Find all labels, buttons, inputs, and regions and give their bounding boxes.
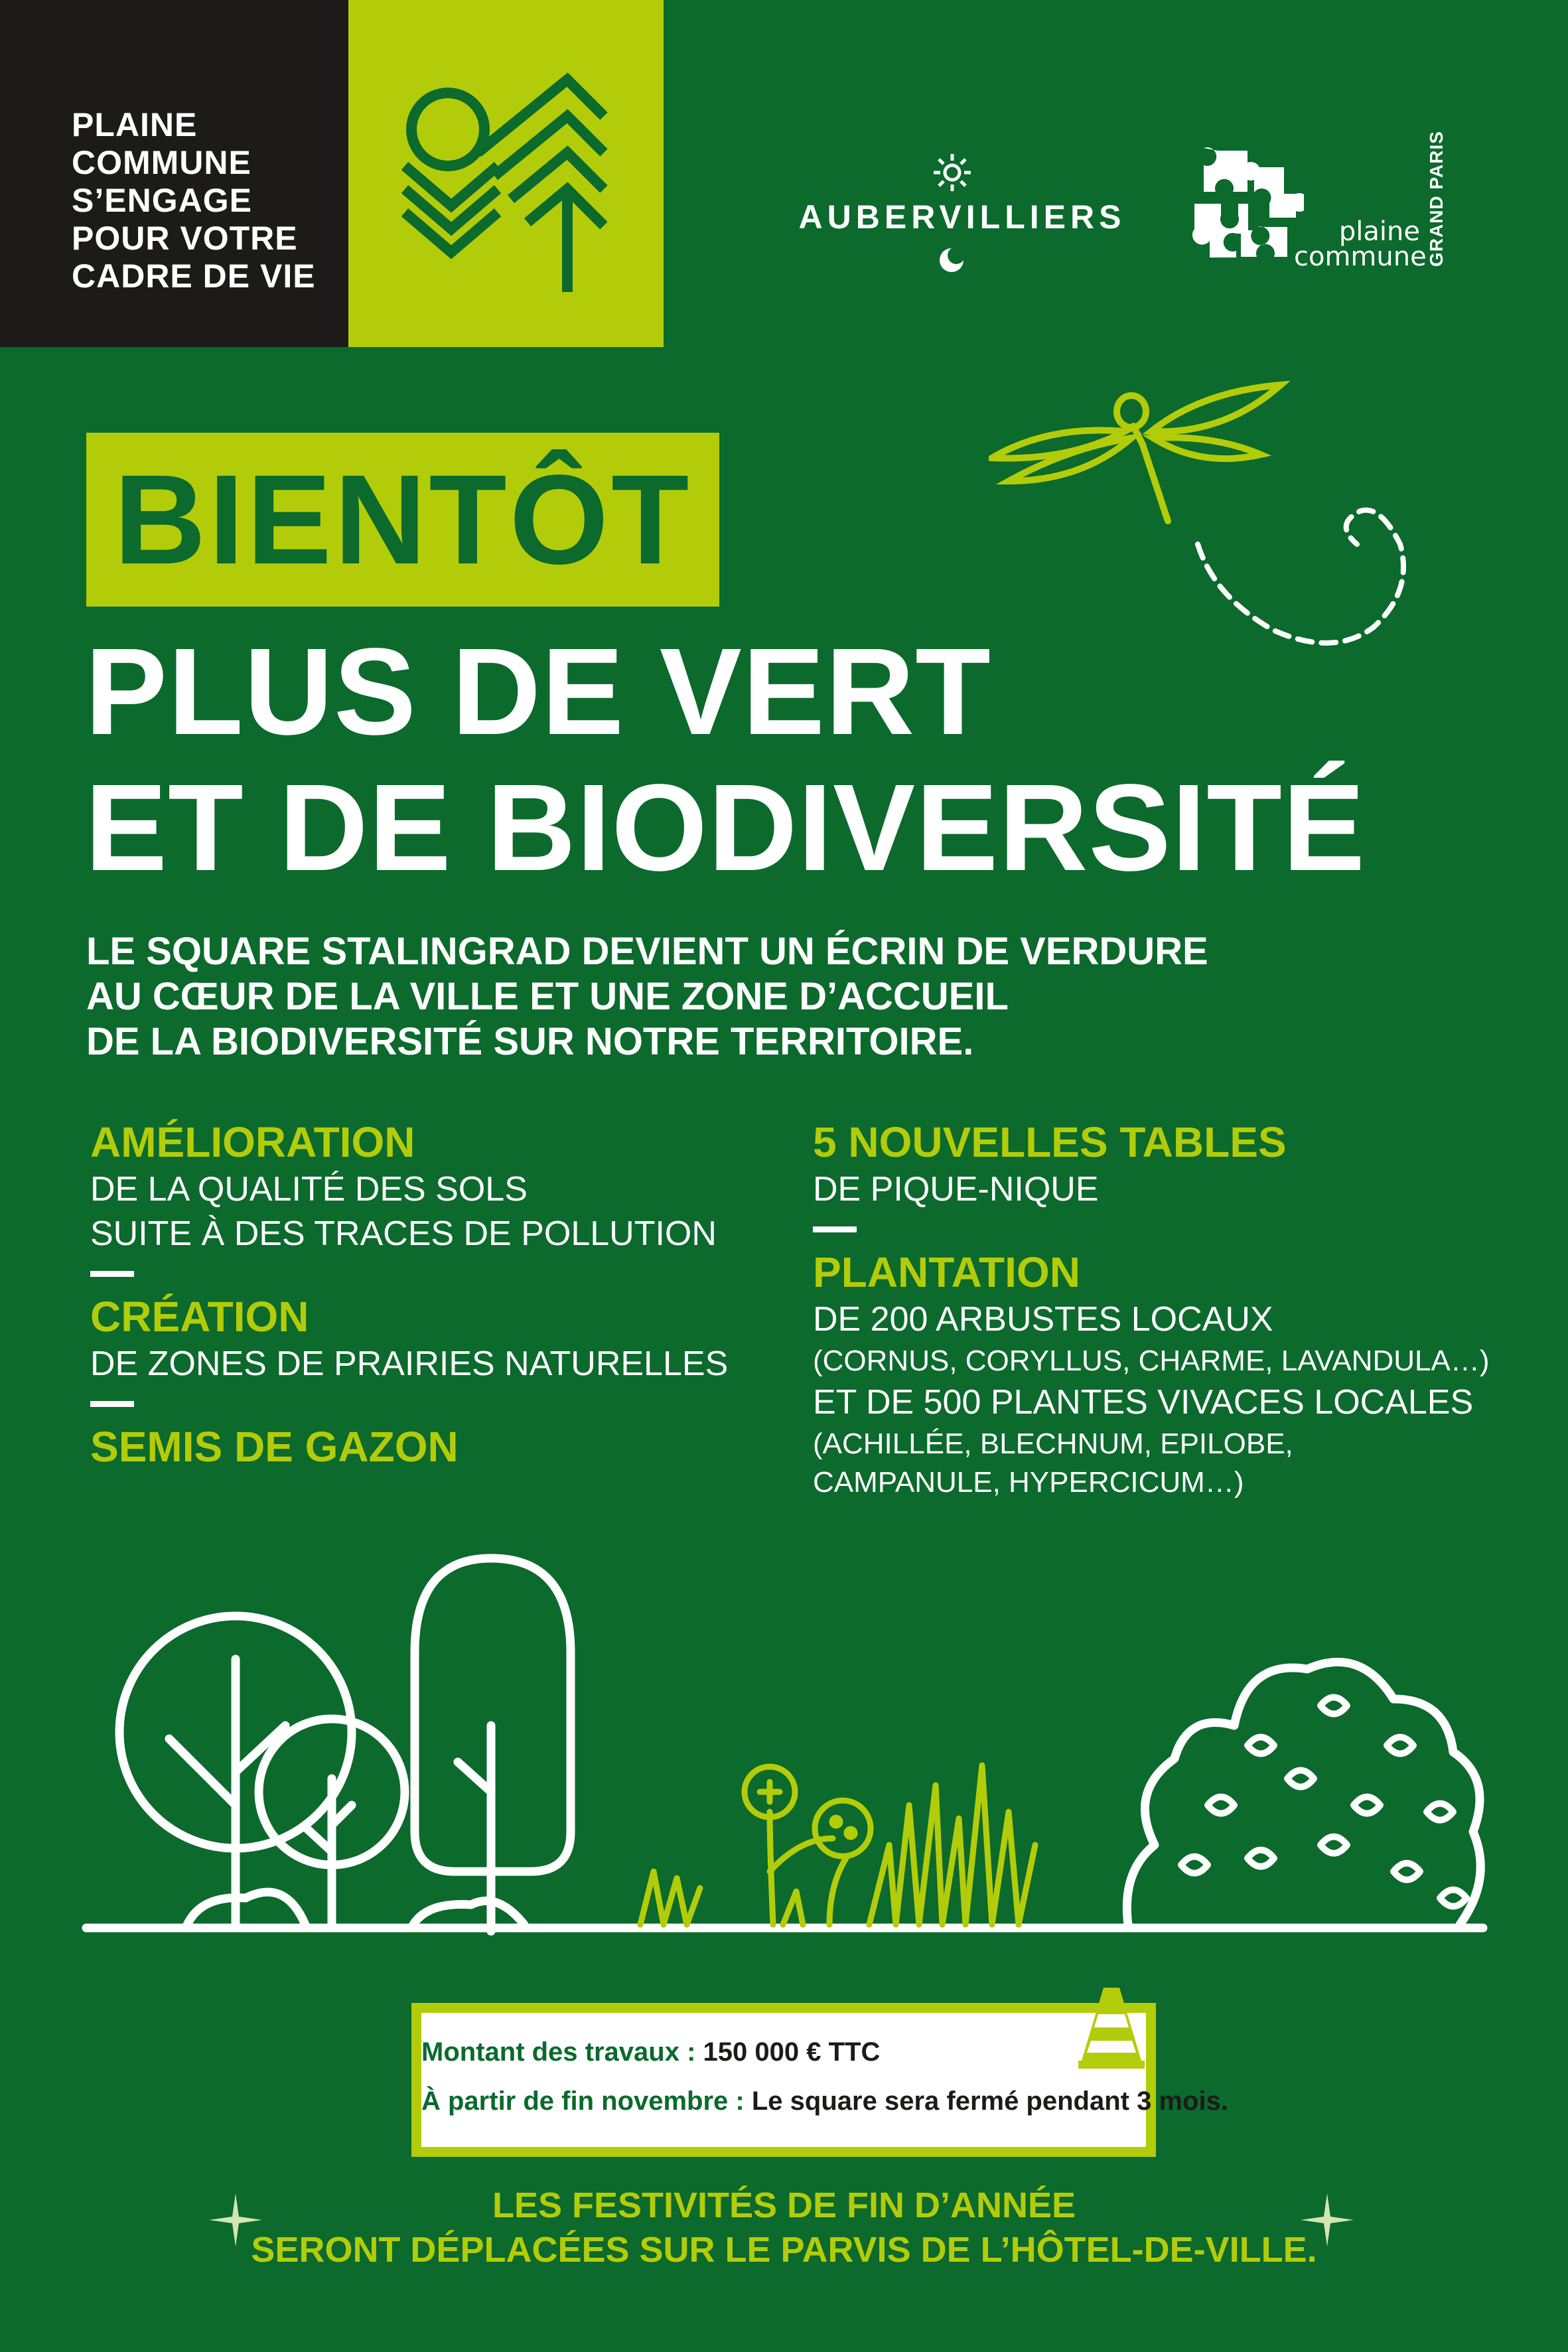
section-text: ET DE 500 PLANTES VIVACES LOCALES xyxy=(813,1383,1474,1422)
section-detail: CAMPANULE, HYPERCICUM…) xyxy=(813,1466,1244,1499)
section-text: DE PIQUE-NIQUE xyxy=(813,1170,1099,1209)
intro-line: DE LA BIODIVERSITÉ SUR NOTRE TERRITOIRE. xyxy=(86,1020,974,1063)
intro-line: AU CŒUR DE LA VILLE ET UNE ZONE D’ACCUEIL xyxy=(86,975,1009,1018)
left-column xyxy=(90,1117,794,1472)
header-tagline-block xyxy=(0,0,348,347)
tagline-line: PLAINE xyxy=(72,106,198,143)
section-text: DE LA QUALITÉ DES SOLS xyxy=(90,1170,528,1209)
header-tagline xyxy=(72,106,316,295)
bush-icon xyxy=(1127,1662,1480,1925)
flowers-grass-icon xyxy=(640,1765,1035,1925)
tagline-line: CADRE DE VIE xyxy=(72,257,316,295)
footer-line: LES FESTIVITÉS DE FIN D’ANNÉE xyxy=(492,2185,1076,2225)
sparkle-icon xyxy=(206,2190,265,2250)
section-title: PLANTATION xyxy=(813,1248,1080,1296)
plaine-commune-logo xyxy=(1191,131,1496,287)
aubervilliers-logo xyxy=(790,153,1135,279)
section-detail: (CORNUS, CORYLLUS, CHARME, LAVANDULA…) xyxy=(813,1345,1490,1377)
commune-wordmark: commune xyxy=(1294,242,1427,272)
section-text: DE ZONES DE PRAIRIES NATURELLES xyxy=(90,1345,729,1383)
closure-value: Le square sera fermé pendant 3 mois. xyxy=(751,2087,1228,2116)
sun-icon xyxy=(932,153,972,192)
info-box-inner xyxy=(421,2013,1228,2147)
closure-line xyxy=(421,2077,1228,2126)
intro-text xyxy=(86,929,1208,1065)
header-emblem-block xyxy=(348,0,664,347)
plaine-wordmark: plaine xyxy=(1338,216,1420,247)
headline-line: ET DE BIODIVERSITÉ xyxy=(85,759,1366,897)
headline-line: PLUS DE VERT xyxy=(85,623,991,761)
puzzle-logo-icon xyxy=(1191,147,1304,280)
aubervilliers-wordmark: AUBERVILLIERS xyxy=(798,198,1126,236)
closure-label: À partir de fin novembre : xyxy=(421,2087,745,2116)
right-column xyxy=(813,1117,1516,1502)
headline xyxy=(85,624,1366,896)
section-title: 5 NOUVELLES TABLES xyxy=(813,1118,1287,1166)
section-title: AMÉLIORATION xyxy=(90,1118,415,1166)
footer-line: SERONT DÉPLACÉES SUR LE PARVIS DE L’HÔTEL-DE-VILLE. xyxy=(251,2230,1317,2270)
section-detail: (ACHILLÉE, BLECHNUM, EPILOBE, xyxy=(813,1428,1293,1460)
bientot-badge: BIENTÔT xyxy=(113,448,692,591)
intro-line: LE SQUARE STALINGRAD DEVIENT UN ÉCRIN DE VERDURE xyxy=(86,930,1208,973)
tagline-line: COMMUNE xyxy=(72,144,251,181)
section-title: SEMIS DE GAZON xyxy=(90,1423,459,1471)
sparkle-icon xyxy=(1297,2190,1357,2250)
tagline-line: S’ENGAGE xyxy=(72,182,252,219)
section-title: CRÉATION xyxy=(90,1293,309,1341)
grand-paris-wordmark: GRAND PARIS xyxy=(1426,131,1447,267)
divider xyxy=(813,1226,857,1232)
section-text: DE 200 ARBUSTES LOCAUX xyxy=(813,1300,1273,1339)
tagline-line: POUR VOTRE xyxy=(72,220,298,257)
plaine-commune-emblem-icon xyxy=(398,66,624,292)
section-text: SUITE À DES TRACES DE POLLUTION xyxy=(90,1214,717,1253)
cost-value: 150 000 € TTC xyxy=(703,2037,881,2067)
moon-icon xyxy=(937,246,966,275)
nature-illustration xyxy=(0,1526,1568,1964)
traffic-cone-icon xyxy=(1078,1984,1145,2071)
divider xyxy=(90,1401,134,1407)
divider xyxy=(90,1271,134,1277)
cost-label: Montant des travaux : xyxy=(421,2037,696,2067)
